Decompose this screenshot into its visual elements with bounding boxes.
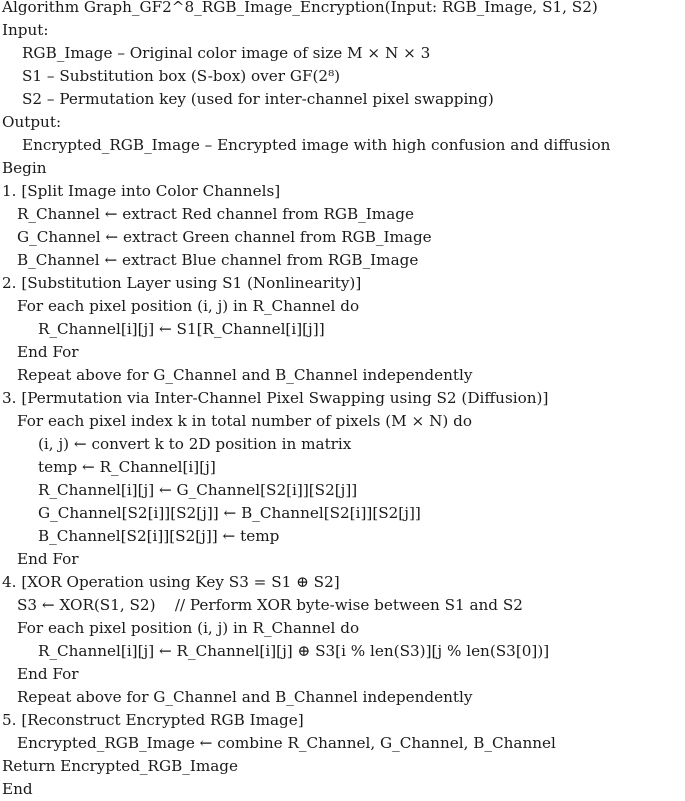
step-4-for: For each pixel position (i, j) in R_Channel do <box>17 619 360 637</box>
output-heading: Output: <box>2 113 62 131</box>
input-s1: S1 – Substitution box (S-box) over GF(2⁸) <box>22 67 341 85</box>
step-2-assign: R_Channel[i][j] ← S1[R_Channel[i][j]] <box>38 320 325 338</box>
step-3-swap-g: G_Channel[S2[i]][S2[j]] ← B_Channel[S2[i]][S2[j]] <box>38 504 421 522</box>
step-5-combine: Encrypted_RGB_Image ← combine R_Channel, G_Channel, B_Channel <box>17 734 556 752</box>
input-s2: S2 – Permutation key (used for inter-channel pixel swapping) <box>22 90 494 108</box>
step-4-end-for: End For <box>17 665 79 683</box>
step-1-line-r: R_Channel ← extract Red channel from RGB_Image <box>17 205 414 223</box>
step-4-heading: 4. [XOR Operation using Key S3 = S1 ⊕ S2] <box>2 573 340 591</box>
step-3-convert: (i, j) ← convert k to 2D position in matrix <box>38 435 352 453</box>
input-heading: Input: <box>2 21 49 39</box>
step-1-line-g: G_Channel ← extract Green channel from RGB_Image <box>17 228 432 246</box>
step-3-end-for: End For <box>17 550 79 568</box>
step-4-xor-key: S3 ← XOR(S1, S2) // Perform XOR byte-wise between S1 and S2 <box>17 596 523 614</box>
step-2-repeat: Repeat above for G_Channel and B_Channel independently <box>17 366 473 384</box>
step-1-heading: 1. [Split Image into Color Channels] <box>2 182 281 200</box>
step-4-assign: R_Channel[i][j] ← R_Channel[i][j] ⊕ S3[i % len(S3)][j % len(S3[0])] <box>38 642 550 660</box>
end-keyword: End <box>2 780 33 798</box>
input-rgb-image: RGB_Image – Original color image of size M × N × 3 <box>22 44 431 62</box>
step-2-for: For each pixel position (i, j) in R_Channel do <box>17 297 360 315</box>
step-5-heading: 5. [Reconstruct Encrypted RGB Image] <box>2 711 304 729</box>
step-3-heading: 3. [Permutation via Inter-Channel Pixel Swapping using S2 (Diffusion)] <box>2 389 549 407</box>
output-encrypted: Encrypted_RGB_Image – Encrypted image with high confusion and diffusion <box>22 136 611 154</box>
step-3-for: For each pixel index k in total number of pixels (M × N) do <box>17 412 472 430</box>
step-4-repeat: Repeat above for G_Channel and B_Channel independently <box>17 688 473 706</box>
step-3-swap-b: B_Channel[S2[i]][S2[j]] ← temp <box>38 527 280 545</box>
algorithm-header: Algorithm Graph_GF2^8_RGB_Image_Encryption(Input: RGB_Image, S1, S2) <box>2 0 598 16</box>
step-1-line-b: B_Channel ← extract Blue channel from RGB_Image <box>17 251 419 269</box>
begin-keyword: Begin <box>2 159 47 177</box>
step-2-heading: 2. [Substitution Layer using S1 (Nonlinearity)] <box>2 274 362 292</box>
step-3-swap-r: R_Channel[i][j] ← G_Channel[S2[i]][S2[j]] <box>38 481 358 499</box>
step-2-end-for: End For <box>17 343 79 361</box>
step-3-temp: temp ← R_Channel[i][j] <box>38 458 216 476</box>
return-statement: Return Encrypted_RGB_Image <box>2 757 239 775</box>
